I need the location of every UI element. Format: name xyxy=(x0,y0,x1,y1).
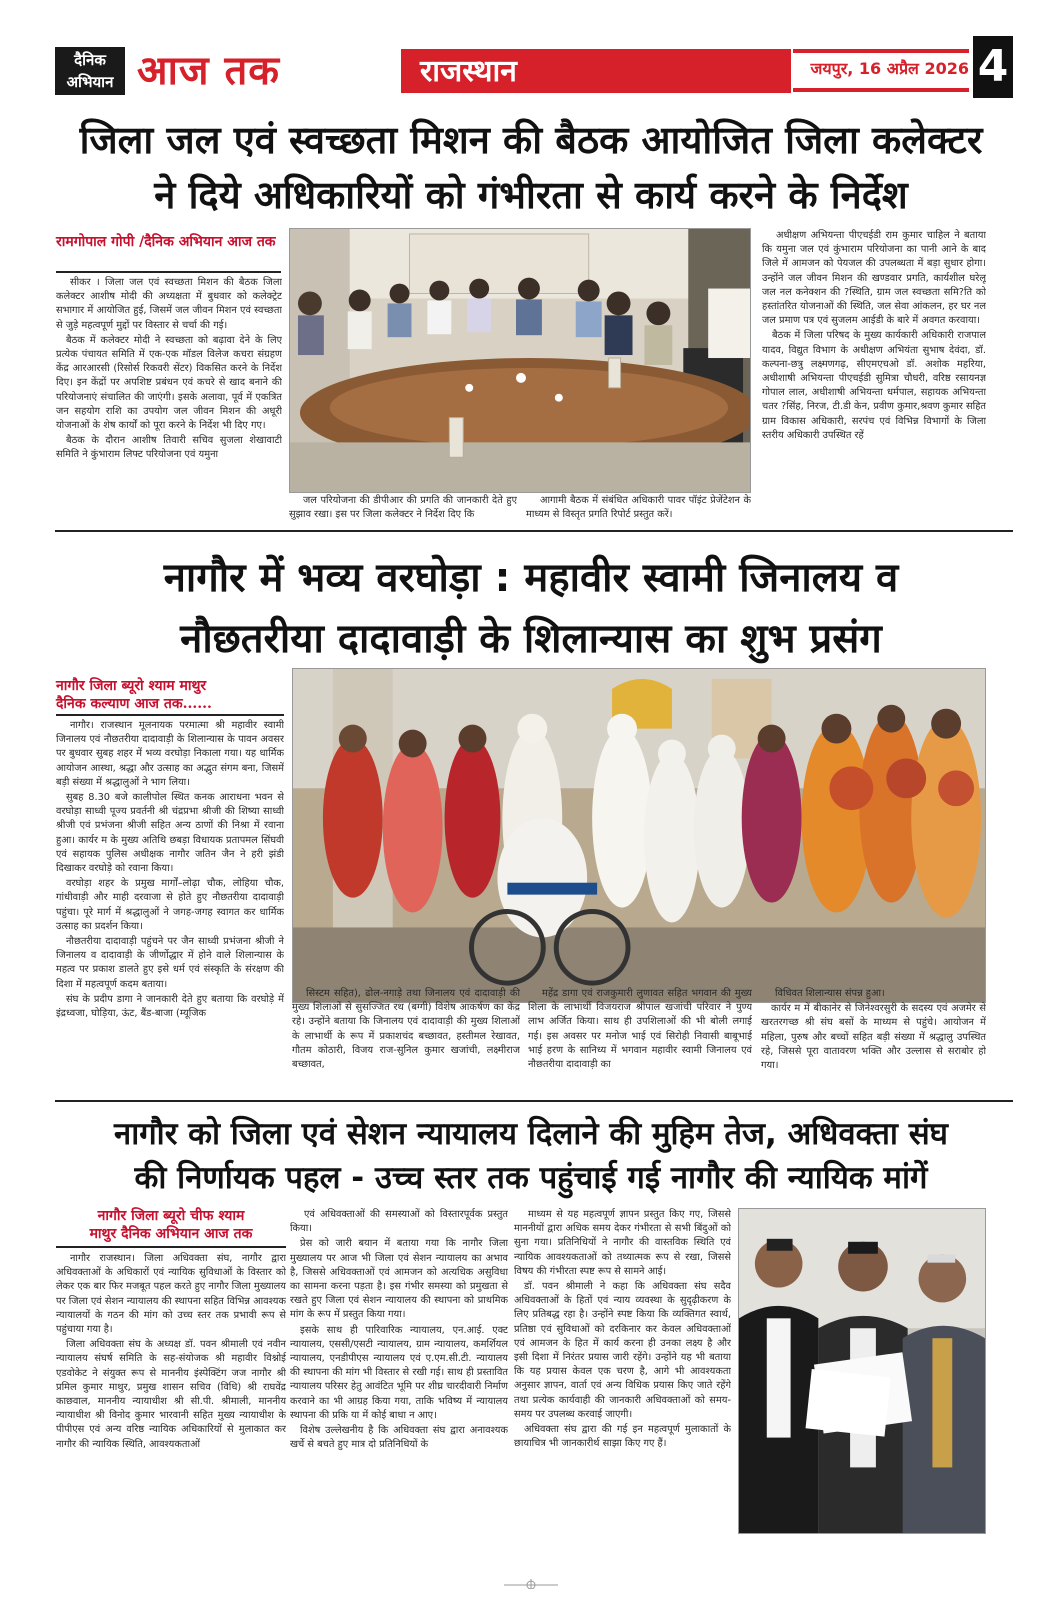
story2-byline-line1: नागौर जिला ब्यूरो श्याम माथुर xyxy=(56,678,207,694)
page-number: 4 xyxy=(973,36,1013,98)
story1-col4-para: अधीक्षण अभियन्ता पीएचईडी राम कुमार चाहिल ने बताया कि यमुना जल एवं कुंभाराम परियोजना का पानी आने के बाद जिले में आमजन को पेयजल की उपलब्धता में बड़ा सुधार होगा। उन्होंने जल जीवन मिशन की खण्डवार प्रगति, कार्यशील घरेलू जल नल कनेक्शन की ?स्थिति, ग्राम जल स्वच्छता समि?ति को हस्तांतरित योजनाओं की स्थिति, जल सेवा आंकलन, हर घर नल जल प्रमाण पत्र एवं सुजलम आईडी के बारे में अवगत करवाया। xyxy=(762,230,986,327)
story1-column-2 xyxy=(289,494,517,524)
story1-col1-para: सीकर । जिला जल एवं स्वच्छता मिशन की बैठक जिला कलेक्टर आशीष मोदी की अध्यक्षता में बुधवार को कलेक्ट्रेट सभागार में आयोजित हुई, जिसमें जल जीवन मिशन एवं स्वच्छता से जुड़े महत्वपूर्ण मुद्दों पर विस्तार से चर्चा की गई। xyxy=(56,277,282,331)
registration-mark-icon xyxy=(504,1579,558,1589)
story3-col3-para: अधिवक्ता संघ द्वारा की गई इन महत्वपूर्ण मुलाकातों के छायाचित्र भी जानकारीर्थ साझा किए गए हैं। xyxy=(514,1424,731,1450)
story2-col1-para: वरघोड़ा शहर के प्रमुख मार्गों–लोढ़ा चौक, लोहिया चौक, गांधीवाड़ी और माही दरवाजा से होते हुए नौछतरीया दादावाड़ी पहुंचा। पूरे मार्ग में श्रद्धालुओं ने जगह-जगह स्वागत कर धार्मिक उत्साह का प्रदर्शन किया। xyxy=(56,878,284,932)
story1-col4-para: बैठक में जिला परिषद के मुख्य कार्यकारी अधिकारी राजपाल यादव, विद्युत विभाग के अधीक्षण अभियंता सुभाष देवंदा, डॉ. कल्पना-छत्रु लक्ष्मणगढ़, सीएमएचओ डॉ. अशोक महरिया, अधीशाषी अभियन्ता पीएचईडी सुमित्रा चौधरी, वरिष्ठ रसायनज्ञ गोपाल लाल, अधीशाषी अभियन्ता धर्मपाल, सहायक अभियन्ता चतर ?सिंह, निरज, टी.डी केन, प्रवीण कुमार,श्रवण कुमार सहित ग्राम विकास अधिकारी, सरपंच एवं विभिन्न विभागों के जिला स्तरीय अधिकारी उपस्थित रहें xyxy=(762,330,986,441)
story2-col4-para: कार्यर म में बीकानेर से जिनेश्वरसुरी के सदस्य एवं अजमेर से खरतरगच्छ श्री संघ बसों के माध्यम से पहुंचे। आयोजन में महिला, पुरुष और बच्चों सहित बड़ी संख्या में श्रद्धालु उपस्थित रहे, जिससे पूरा वातावरण भक्ति और उल्लास से सराबोर हो गया। xyxy=(761,1003,986,1072)
story2-column-3 xyxy=(528,987,752,1095)
story2-col4-para: विधिवत शिलान्यास संपन्न हुआ। xyxy=(775,988,885,999)
story3-col2-para: प्रेस को जारी बयान में बताया गया कि नागौर जिला मुख्यालय पर आज भी जिला एवं सेशन न्यायालय का अभाव है, जिससे अधिवक्ताओं एवं आमजन को अत्यधिक असुविधा का सामना करना पड़ता है। इस गंभीर समस्या को प्रमुखता से रखते हुए जिला एवं सेशन न्यायालय की स्थापना को प्राथमिक मांग के रूप में प्रस्तुत किया गया। xyxy=(290,1238,508,1321)
story3-byline xyxy=(56,1207,286,1243)
story1-col2-para: जल परियोजना की डीपीआर की प्रगति की जानकारी देते हुए सुझाव रखा। इस पर जिला कलेक्टर ने निर्देश दिए कि xyxy=(289,495,517,521)
story1-headline-line2: ने दिये अधिकारियों को गंभीरता से कार्य करने के निर्देश xyxy=(154,173,908,217)
story3-col1-para: जिला अधिवक्ता संघ के अध्यक्ष डॉ. पवन श्रीमाली एवं नवीन न्यायालय संघर्ष समिति के सह-संयोजक श्री महावीर विश्नोई एडवोकेट ने संयुक्त रूप से माननीय इंस्पेक्टिंग जज नागौर श्री प्रमिल कुमार माथुर, प्रमुख शासन सचिव (विधि) श्री राघवेंद्र काछवाल, माननीय न्यायाधीश श्री सी.पी. श्रीमाली, माननीय न्यायाधीश श्री विनोद कुमार भारवानी सहित मुख्य न्यायाधीश के पीपीएस एवं अन्य वरिष्ठ न्यायिक अधिकारियों से मुलाकात कर नागौर की न्यायिक स्थिति, आवश्यकताओं xyxy=(56,1339,286,1450)
story2-col1-para: संघ के प्रदीप डागा ने जानकारी देते हुए बताया कि वरघोड़े में इंद्रध्वजा, घोड़िया, ऊंट, बैंड-बाजा (म्यूजिक xyxy=(56,993,284,1020)
story3-col3-para: डॉ. पवन श्रीमाली ने कहा कि अधिवक्ता संघ सदैव अधिवक्ताओं के हितों एवं न्याय व्यवस्था के सुदृढ़ीकरण के लिए प्रतिबद्ध रहा है। उन्होंने स्पष्ट किया कि व्यक्तिगत स्वार्थ, प्रतिष्ठा एवं सुविधाओं को दरकिनार कर केवल अधिवक्ताओं एवं आमजन के हित में कार्य करना ही उनका लक्ष्य है और इसी दिशा में निरंतर प्रयास जारी रहेंगे। उन्होंने यह भी बताया कि यह प्रयास केवल एक चरण है, आगे भी आवश्यकता अनुसार ज्ञापन, वार्ता एवं अन्य विधिक प्रयास किए जाते रहेंगे तथा प्रत्येक कार्यवाही की जानकारी अधिवक्ताओं को समय-समय पर उपलब्ध करवाई जाएगी। xyxy=(514,1281,731,1420)
story2-column-1 xyxy=(56,719,284,1095)
story2-headline xyxy=(40,548,1022,670)
story3-headline-line1: नागौर को जिला एवं सेशन न्यायालय दिलाने की मुहिम तेज, अधिवक्ता संघ xyxy=(113,1116,948,1152)
story2-col1-para: नागौर। राजस्थान मूलनायक परमात्मा श्री महावीर स्वामी जिनालय एवं नौछतरीया दादावाड़ी के शिलान्यास के पावन अवसर पर बुधवार सुबह शहर में भव्य वरघोड़ा निकाला गया। यह धार्मिक आयोजन आस्था, श्रद्धा और उत्साह का अद्भुत संगम बना, जिसमें बड़ी संख्या में श्रद्धालुओं ने भाग लिया। xyxy=(56,720,284,788)
section-title: राजस्थान xyxy=(420,54,517,89)
story3-byline-rule xyxy=(56,1246,286,1248)
story-divider xyxy=(55,1100,1013,1102)
story2-byline-line2: दैनिक कल्याण आज तक...... xyxy=(56,696,212,712)
story1-column-1 xyxy=(56,276,282,521)
advocates-photo-image xyxy=(739,1209,985,1533)
newspaper-logo-box xyxy=(55,47,125,95)
dateline: जयपुर, 16 अप्रैल 2026 xyxy=(810,59,969,78)
procession-photo xyxy=(292,668,986,1003)
story3-column-2 xyxy=(290,1208,508,1534)
story2-headline-line1: नागौर में भव्य वरघोड़ा : महावीर स्वामी जिनालय व xyxy=(163,555,899,601)
story2-col1-para: सुबह 8.30 बजे कालीपोल स्थित कनक आराधना भवन से वरघोड़ा साध्वी पूज्य प्रवर्तनी श्री चंद्रप्रभा श्रीजी की शिष्या साध्वी श्रीजी एवं प्रभंजना श्रीजी सहित अन्य ठाणों की निश्रा में रवाना हुआ। कार्यर म के मुख्य अतिथि छबड़ा विधायक प्रतापमल सिंघवी एवं सहायक पुलिस अधीक्षक नागौर जतिन जैन ने हरी झंडी दिखाकर वरघोड़े को रवाना किया। xyxy=(56,792,284,875)
story1-column-3 xyxy=(526,494,751,524)
newspaper-logo-main: आज तक xyxy=(137,48,281,94)
story1-headline-line1: जिला जल एवं स्वच्छता मिशन की बैठक आयोजित जिला कलेक्टर xyxy=(79,118,983,162)
story2-col2-para: सिस्टम सहित), ढोल-नगाड़े तथा जिनालय एवं दादावाड़ी की मुख्य शिलाओं से सुसज्जित रथ (बग्गी) विशेष आकर्षण का केंद्र रहे। उन्होंने बताया कि जिनालय एवं दादावाड़ी की मुख्य शिलाओं के लाभार्थी के रूप में प्रकाशचंद बच्छावत, हस्तीमल रेखावत, गौतम कोठारी, विजय राज-सुनिल कुमार खजांची, लक्ष्मीराज बच्छावत, xyxy=(292,988,520,1071)
story3-col2-para: एवं अधिवक्ताओं की समस्याओं को विस्तारपूर्वक प्रस्तुत किया। xyxy=(290,1209,508,1235)
story2-column-2 xyxy=(292,987,520,1095)
story1-headline xyxy=(40,113,1022,223)
story3-headline xyxy=(40,1112,1022,1200)
story1-byline-rule xyxy=(56,271,281,273)
advocates-photo xyxy=(738,1208,986,1534)
story2-byline xyxy=(56,677,286,713)
story3-col3-para: माध्यम से यह महत्वपूर्ण ज्ञापन प्रस्तुत किए गए, जिससे माननीयों द्वारा अधिक समय देकर गंभीरता से सभी बिंदुओं को सुना गया। प्रतिनिधियों ने नागौर की वास्तविक स्थिति एवं न्यायिक आवश्यकताओं को तथ्यात्मक रूप से रखा, जिससे विषय की गंभीरता स्पष्ट रूप से सामने आई। xyxy=(514,1209,731,1277)
logo-line-1: दैनिक xyxy=(74,51,106,69)
procession-photo-image xyxy=(293,669,985,1002)
date-rule-top xyxy=(793,49,969,53)
story1-col1-para: बैठक के दौरान आशीष तिवारी सचिव सुजला शेखावाटी समिति ने कुंभाराम लिफ्ट परियोजना एवं यमुना xyxy=(56,435,282,461)
masthead xyxy=(55,41,1010,100)
logo-line-2: अभियान xyxy=(66,73,114,91)
meeting-photo-image xyxy=(290,229,750,492)
story3-col2-para: विशेष उल्लेखनीय है कि अधिवक्ता संघ द्वारा अनावश्यक खर्चे से बचते हुए मात्र दो प्रतिनिधियों के xyxy=(290,1425,508,1451)
story2-col1-para: नौछतरीया दादावाड़ी पहुंचने पर जैन साध्वी प्रभंजना श्रीजी ने जिनालय व दादावाड़ी के जीर्णोद्धार में होने वाले शिलान्यास के महत्व पर प्रकाश डालते हुए इसे धर्म एवं संस्कृति के संरक्षण की दिशा में महत्वपूर्ण कदम बताया। xyxy=(56,936,284,990)
story3-byline-line2: माथुर दैनिक अभियान आज तक xyxy=(89,1226,253,1242)
story1-byline: रामगोपाल गोपी /दैनिक अभियान आज तक xyxy=(56,234,276,250)
story1-col1-para: बैठक में कलेक्टर मोदी ने स्वच्छता को बढ़ावा देने के लिए प्रत्येक पंचायत समिति में एक-एक मॉडल विलेज कचरा संग्रहण केंद्र आरआरसी (रिसोर्स रिकवरी सेंटर) विकसित करने के निर्देश दिए। इन केंद्रों पर अपशिष्ट प्रबंधन एवं कचरे से खाद बनाने की परियोजनाएं संचालित की जाएंगी। इसके अलावा, पूर्व में एकत्रित जन सहयोग राशि का उपयोग जल जीवन मिशन की अधूरी योजनाओं के शेष कार्यों को पूरा करने के निर्देश भी दिए गए। xyxy=(56,334,282,432)
story3-headline-line2: की निर्णायक पहल - उच्च स्तर तक पहुंचाई गई नागौर की न्यायिक मांगें xyxy=(134,1160,928,1196)
story3-column-1 xyxy=(56,1252,286,1534)
story2-byline-rule xyxy=(56,714,284,716)
story3-col2-para: इसके साथ ही पारिवारिक न्यायालय, एन.आई. एक्ट न्यायालय, एससी/एसटी न्यायालय, ग्राम न्यायालय, कमर्शियल न्यायालय, एनडीपीएस न्यायालय एवं ए.एम.सी.टी. न्यायालय की स्थापना की मांग भी विस्तार से रखी गई। साथ ही प्रस्तावित न्यायालय परिसर हेतु आवंटित भूमि पर शीघ्र चारदीवारी निर्माण करवाने का भी आग्रह किया गया, ताकि भविष्य में न्यायालय स्थापना की प्रकि या में कोई बाधा न आए। xyxy=(290,1324,508,1421)
story2-col3-para: महेंद्र डागा एवं राजकुमारी लुणावत सहित भगवान की मुख्य शिला के लाभार्थी विजयराज श्रीपाल खजांची परिवार ने पुण्य लाभ अर्जित किया। साथ ही उपशिलाओं की भी बोली लगाई गई। इस अवसर पर मनोज भाई एवं सिरोही निवासी बाबूभाई भाई हरण के सानिध्य में भगवान महावीर स्वामी जिनालय एवं नौछतरीया दादावाड़ी का xyxy=(528,988,752,1071)
story3-col1-para: नागौर राजस्थान। जिला अधिवक्ता संघ, नागौर द्वारा अधिवक्ताओं के अधिकारों एवं न्यायिक सुविधाओं के विस्तार को लेकर एक बार फिर मजबूत पहल करते हुए नागौर जिला मुख्यालय पर जिला एवं सेशन न्यायालय की स्थापना सहित विभिन्न आवश्यक न्यायालयों के गठन की मांग को उच्च स्तर तक प्रभावी रूप से पहुंचाया गया है। xyxy=(56,1253,286,1336)
story2-headline-line2: नौछतरीया दादावाड़ी के शिलान्यास का शुभ प्रसंग xyxy=(180,616,882,662)
story3-byline-line1: नागौर जिला ब्यूरो चीफ श्याम xyxy=(97,1208,245,1224)
date-rule-bottom xyxy=(793,88,969,92)
story1-column-4 xyxy=(762,229,986,523)
story1-col3-para: आगामी बैठक में संबंधित अधिकारी पावर पॉइंट प्रेजेंटेशन के माध्यम से विस्तृत प्रगति रिपोर्ट प्रस्तुत करें। xyxy=(526,495,751,521)
story2-column-4 xyxy=(761,987,986,1095)
story-divider xyxy=(55,530,1013,532)
meeting-photo xyxy=(289,228,751,493)
story3-column-3 xyxy=(514,1208,731,1534)
